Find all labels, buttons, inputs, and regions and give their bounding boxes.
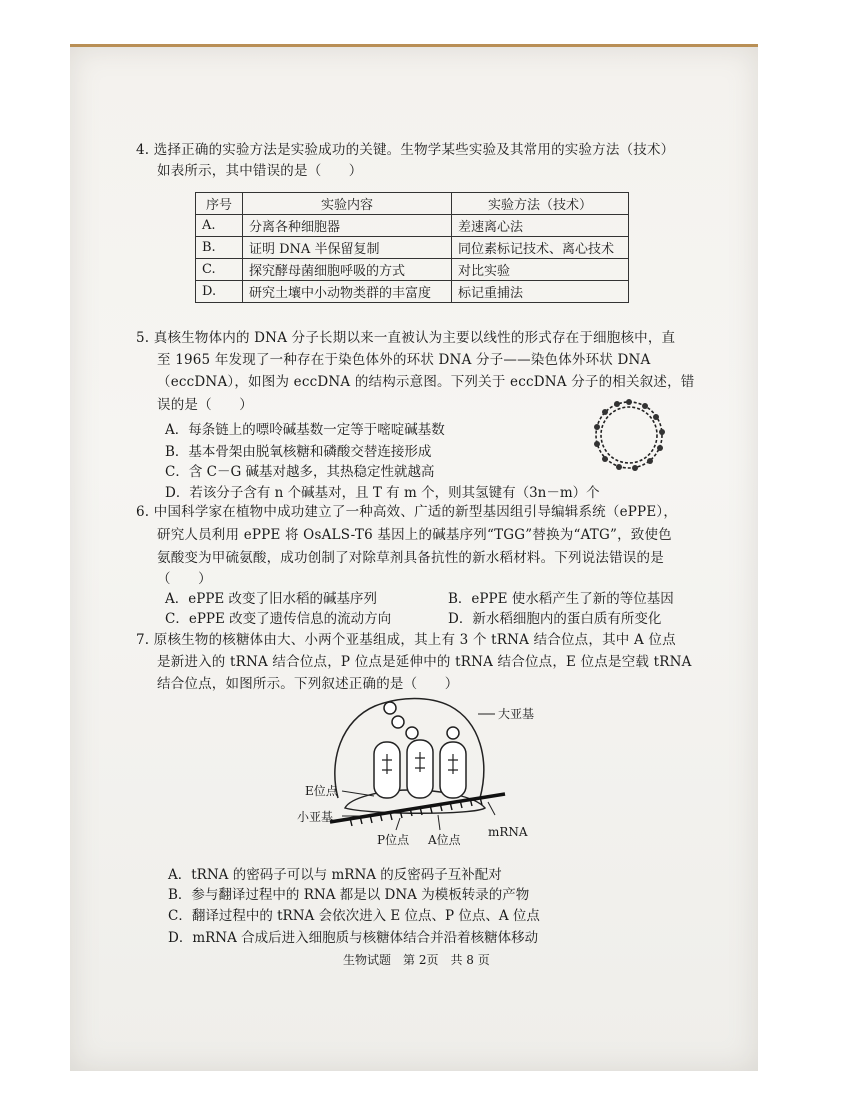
table-cell: 差速离心法 bbox=[452, 215, 629, 237]
table-cell: 对比实验 bbox=[452, 259, 629, 281]
table-row bbox=[196, 259, 629, 281]
table-cell: 证明 DNA 半保留复制 bbox=[243, 237, 452, 259]
table-cell: 研究土壤中小动物类群的丰富度 bbox=[243, 281, 452, 303]
q4-line2: 如表所示，其中错误的是（ ） bbox=[157, 163, 363, 179]
page-footer: 生物试题 第 2页 共 8 页 bbox=[343, 953, 490, 967]
q5-option-b: B．基本骨架由脱氧核糖和磷酸交替连接形成 bbox=[165, 444, 432, 460]
q5-option-a: A．每条链上的嘌呤碱基数一定等于嘧啶碱基数 bbox=[165, 422, 445, 438]
table-cell: A. bbox=[196, 215, 243, 237]
q6-option-c: C．ePPE 改变了遗传信息的流动方向 bbox=[165, 611, 392, 627]
table-cell: C. bbox=[196, 259, 243, 281]
q7-option-c: C．翻译过程中的 tRNA 会依次进入 E 位点、P 位点、A 位点 bbox=[168, 908, 540, 924]
table-header-row bbox=[196, 193, 629, 215]
table-header-cell: 实验内容 bbox=[243, 193, 452, 215]
q7-option-a: A．tRNA 的密码子可以与 mRNA 的反密码子互补配对 bbox=[168, 867, 502, 883]
table-row bbox=[196, 215, 629, 237]
q5-option-d: D．若该分子含有 n 个碱基对，且 T 有 m 个，则其氢键有（3n－m）个 bbox=[165, 485, 600, 501]
label-small-subunit: 小亚基 bbox=[297, 810, 334, 824]
q6-line1: 6. 中国科学家在植物中成功建立了一种高效、广适的新型基因组引导编辑系统（ePPE）， bbox=[136, 504, 678, 520]
table-header-cell: 实验方法（技术） bbox=[452, 193, 629, 215]
q5-line4: 误的是（ ） bbox=[157, 397, 253, 413]
q7-line1: 7. 原核生物的核糖体由大、小两个亚基组成，其上有 3 个 tRNA 结合位点，其中 A 位点 bbox=[136, 632, 676, 648]
table-cell: 探究酵母菌细胞呼吸的方式 bbox=[243, 259, 452, 281]
label-p-site: P位点 bbox=[377, 833, 410, 847]
q5-line3: （eccDNA），如图为 eccDNA 的结构示意图。下列关于 eccDNA 分子的相关叙述，错 bbox=[157, 374, 695, 390]
eccdna-ring-diagram bbox=[588, 394, 670, 476]
q6-option-a: A．ePPE 改变了旧水稻的碱基序列 bbox=[165, 591, 378, 607]
q6-line3: 氨酸变为甲硫氨酸，成功创制了对除草剂具备抗性的新水稻材料。下列说法错误的是 bbox=[157, 550, 664, 566]
q5-line2: 至 1965 年发现了一种存在于染色体外的环状 DNA 分子——染色体外环状 DNA bbox=[157, 352, 651, 368]
label-e-site: E位点 bbox=[305, 784, 338, 798]
table-cell: 同位素标记技术、离心技术 bbox=[452, 237, 629, 259]
label-a-site: A位点 bbox=[428, 833, 461, 847]
table-cell: D. bbox=[196, 281, 243, 303]
label-mrna: mRNA bbox=[488, 825, 528, 839]
table-cell: 标记重捕法 bbox=[452, 281, 629, 303]
table-header-cell: 序号 bbox=[196, 193, 243, 215]
table-cell: 分离各种细胞器 bbox=[243, 215, 452, 237]
q5-option-c: C．含 C－G 碱基对越多，其热稳定性就越高 bbox=[165, 464, 435, 480]
q7-option-d: D．mRNA 合成后进入细胞质与核糖体结合并沿着核糖体移动 bbox=[168, 930, 539, 946]
experiment-table bbox=[195, 192, 629, 303]
q6-line4: （ ） bbox=[157, 571, 212, 587]
q6-option-d: D．新水稻细胞内的蛋白质有所变化 bbox=[448, 611, 662, 627]
q4-line1: 4. 选择正确的实验方法是实验成功的关键。生物学某些实验及其常用的实验方法（技术） bbox=[136, 142, 675, 158]
q7-line2: 是新进入的 tRNA 结合位点，P 位点是延伸中的 tRNA 结合位点，E 位点是空载 tRNA bbox=[157, 654, 692, 670]
q7-line3: 结合位点，如图所示。下列叙述正确的是（ ） bbox=[157, 676, 459, 692]
table-row bbox=[196, 281, 629, 303]
table-cell: B. bbox=[196, 237, 243, 259]
q6-line2: 研究人员利用 ePPE 将 OsALS-T6 基因上的碱基序列“TGG”替换为“ATG”，致使色 bbox=[157, 527, 672, 543]
q7-option-b: B．参与翻译过程中的 RNA 都是以 DNA 为模板转录的产物 bbox=[168, 887, 530, 903]
table-row bbox=[196, 237, 629, 259]
q6-option-b: B．ePPE 使水稻产生了新的等位基因 bbox=[448, 591, 674, 607]
label-large-subunit: 大亚基 bbox=[498, 707, 535, 721]
q5-line1: 5. 真核生物体内的 DNA 分子长期以来一直被认为主要以线性的形式存在于细胞核中，直 bbox=[136, 330, 676, 346]
